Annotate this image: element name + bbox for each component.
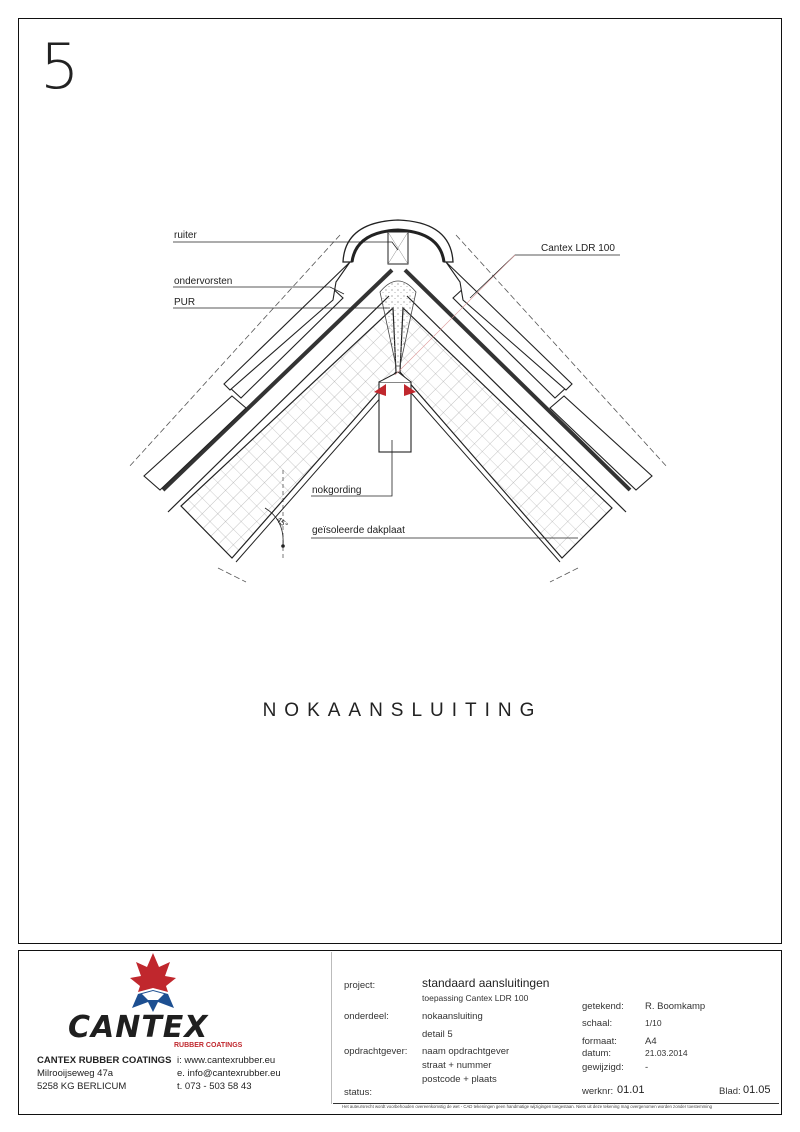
- label-cantex-ldr: Cantex LDR 100: [541, 243, 615, 254]
- formaat-label: formaat:: [582, 1036, 617, 1047]
- label-ruiter: ruiter: [174, 230, 197, 241]
- status-label: status:: [344, 1087, 372, 1098]
- logo-tagline: RUBBER COATINGS: [174, 1042, 243, 1049]
- company-name: CANTEX RUBBER COATINGS: [37, 1055, 172, 1066]
- title-block-divider: [331, 952, 332, 1104]
- project-label: project:: [344, 980, 376, 991]
- gewijzigd-label: gewijzigd:: [582, 1062, 624, 1073]
- project-sub: toepassing Cantex LDR 100: [422, 993, 529, 1003]
- opdrachtgever-name: naam opdrachtgever: [422, 1046, 510, 1057]
- opdrachtgever-city: postcode + plaats: [422, 1074, 497, 1085]
- schaal-value: 1/10: [645, 1018, 662, 1028]
- gewijzigd-value: -: [645, 1062, 649, 1073]
- label-nokgording: nokgording: [312, 485, 362, 496]
- onderdeel-label: onderdeel:: [344, 1011, 389, 1022]
- opdrachtgever-label: opdrachtgever:: [344, 1046, 408, 1057]
- project-value: standaard aansluitingen: [422, 976, 550, 990]
- getekend-label: getekend:: [582, 1001, 624, 1012]
- sheet-number: 5: [40, 30, 80, 103]
- werknr-value: 01.01: [617, 1084, 645, 1096]
- company-street: Milrooijseweg 47a: [37, 1068, 114, 1079]
- formaat-value: A4: [645, 1036, 657, 1047]
- drawing-title: NOKAANSLUITING: [262, 700, 543, 721]
- logo-brand: CANTEX: [68, 1010, 209, 1045]
- label-dakplaat: geïsoleerde dakplaat: [312, 525, 405, 536]
- label-angle: 45°: [274, 515, 290, 530]
- werknr-label: werknr:: [582, 1086, 614, 1097]
- company-email: e. info@cantexrubber.eu: [177, 1068, 281, 1079]
- detail-value: detail 5: [422, 1029, 453, 1040]
- label-ondervorsten: ondervorsten: [174, 276, 233, 287]
- datum-value: 21.03.2014: [645, 1048, 688, 1058]
- schaal-label: schaal:: [582, 1018, 613, 1029]
- label-pur: PUR: [174, 297, 196, 308]
- company-phone: t. 073 - 503 58 43: [177, 1081, 252, 1092]
- blad-value: 01.05: [743, 1084, 771, 1096]
- opdrachtgever-street: straat + nummer: [422, 1060, 492, 1071]
- company-web: i: www.cantexrubber.eu: [177, 1055, 276, 1066]
- copyright-notice: Het auteursrecht wordt voorbehouden overeenkomstig de wet - CAD tekeningen geen handmatige wijzigingen toegestaan. Niets uit deze tekening mag overgenomen worden zonder toestemming: [342, 1104, 712, 1109]
- datum-label: datum:: [582, 1048, 612, 1059]
- getekend-value: R. Boomkamp: [645, 1001, 706, 1012]
- company-city: 5258 KG BERLICUM: [37, 1081, 127, 1092]
- blad-label: Blad:: [719, 1086, 741, 1097]
- onderdeel-value: nokaansluiting: [422, 1011, 483, 1022]
